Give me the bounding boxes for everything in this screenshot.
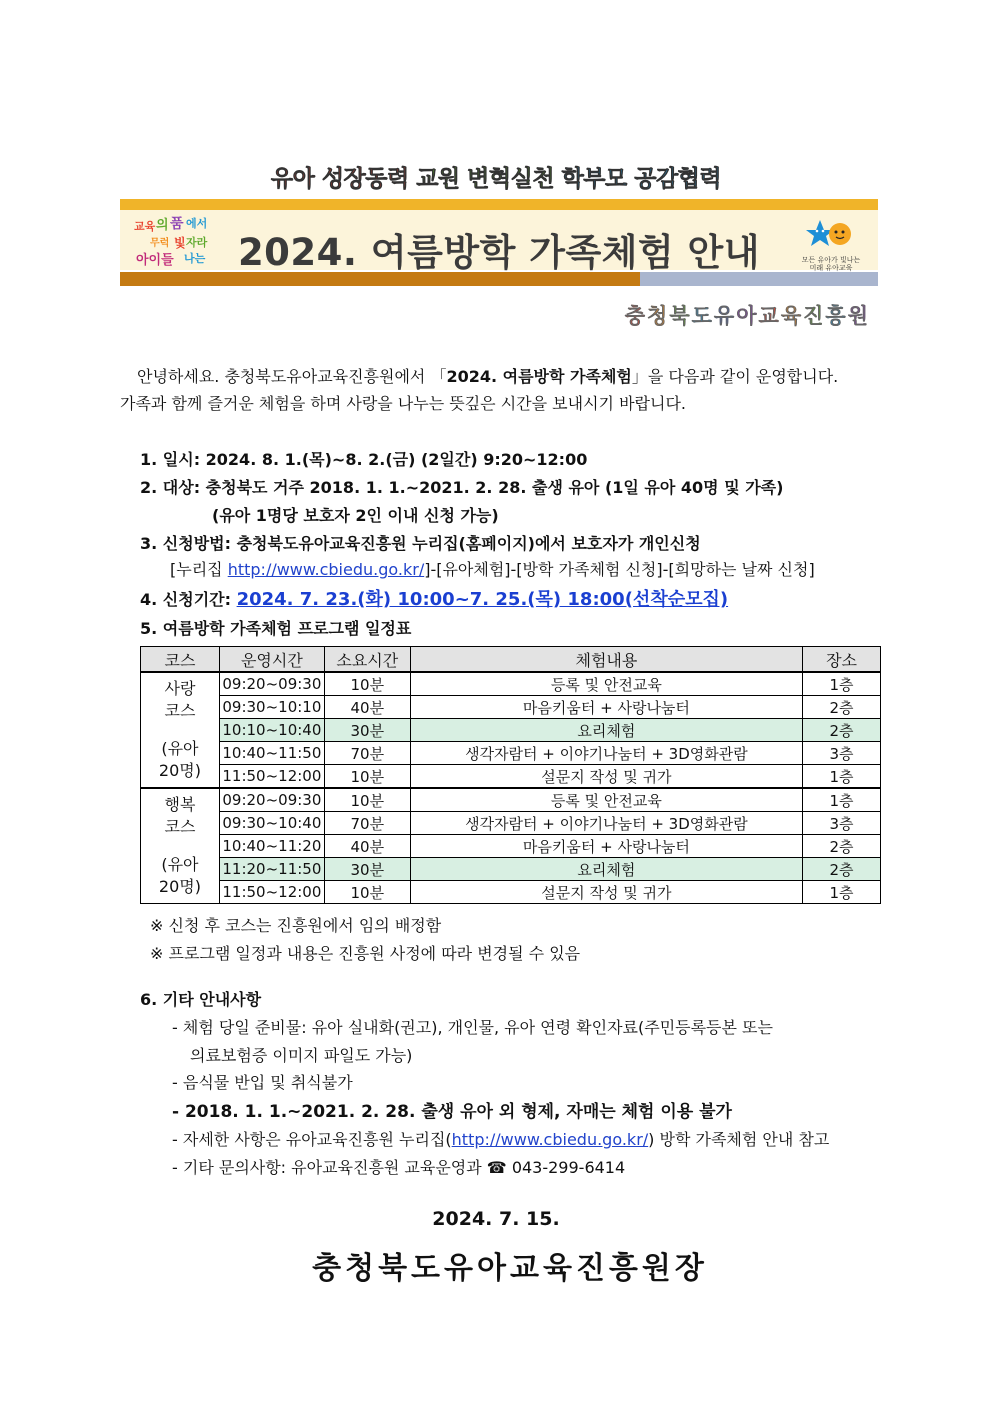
document-date: 2024. 7. 15. [432,1208,560,1230]
cell-duration: 70분 [324,742,410,765]
mascot-logo-caption [796,256,866,272]
cell-content: 마음키움터 + 사랑나눔터 [410,696,802,719]
cell-place: 2층 [803,719,881,742]
banner-top-bar [120,199,878,210]
cell-content: 등록 및 안전교육 [410,788,802,812]
header-place: 장소 [803,647,881,673]
cell-place: 1층 [803,788,881,812]
homepage-link[interactable]: http://www.cbiedu.go.kr/ [227,560,425,579]
course-love-line-1: 사랑 [164,679,196,698]
note-schedule-change: ※ 프로그램 일정과 내용은 진흥원 사정에 따라 변경될 수 있음 [150,944,581,963]
cell-time: 11:20~11:50 [219,858,324,881]
svg-text:무럭: 무럭 [150,238,170,249]
cell-place: 1층 [803,672,881,696]
item-apply-method-path [170,557,815,580]
cell-time: 10:10~10:40 [219,719,324,742]
course-love-line-2: 코스 [164,701,196,720]
organization-name-char: 도 [691,304,714,328]
cell-time: 09:20~09:30 [219,788,324,812]
cell-duration: 70분 [324,812,410,835]
etc-item-food: - 음식물 반입 및 취식불가 [172,1073,353,1092]
apply-period-label: 4. 신청기간: [140,590,237,609]
table-row [141,858,881,881]
organization-name-char: 원 [847,304,870,328]
cell-place: 1층 [803,765,881,789]
etc-title: 6. 기타 안내사항 [140,990,262,1009]
course-happy-line-4: 20명) [158,877,201,896]
cell-place: 3층 [803,812,881,835]
cell-place: 3층 [803,742,881,765]
note-course-assignment: ※ 신청 후 코스는 진흥원에서 임의 배정함 [150,916,442,935]
organization-name-char: 북 [669,304,692,328]
organization-name-char: 육 [780,304,804,328]
svg-text:에서: 에서 [186,217,208,230]
banner-title: 2024. 여름방학 가족체험 안내 [237,231,761,274]
intro-line-1-bold: 2024. 여름방학 가족체험 [446,367,632,386]
cell-content: 설문지 작성 및 귀가 [410,881,802,904]
cell-content: 등록 및 안전교육 [410,672,802,696]
slogan [0,160,992,193]
cell-time: 09:20~09:30 [219,672,324,696]
course-love [141,672,220,788]
organization-name-char: 충 [624,304,648,328]
table-row [141,765,881,789]
organization-name-char: 청 [647,304,670,328]
intro-line-1 [120,366,880,388]
table-row [141,835,881,858]
cell-content: 생각자람터 + 이야기나눔터 + 3D영화관람 [410,812,802,835]
details-pre: - 자세한 사항은 유아교육진흥원 누리집( [172,1130,452,1149]
cell-time: 09:30~10:10 [219,696,324,719]
table-row [141,788,881,812]
cell-content: 마음키움터 + 사랑나눔터 [410,835,802,858]
cell-place: 2층 [803,696,881,719]
svg-text:나는: 나는 [184,252,206,265]
organization-name-char: 아 [736,304,759,328]
apply-path-post: ]-[유아체험]-[방학 가족체험 신청]-[희망하는 날짜 신청] [424,560,815,579]
mascot-logo-caption-line-2: 미래 유아교육 [809,264,853,272]
organization-name-char: 교 [758,304,781,328]
mascot-logo-caption-line-1: 모든 유아가 빛나는 [801,256,861,264]
course-happy-line-3: (유아 [161,855,199,874]
cell-duration: 30분 [324,858,410,881]
item-apply-period [140,585,728,611]
item-schedule-date: 1. 일시: 2024. 8. 1.(목)~8. 2.(금) (2일간) 9:20~12:00 [140,450,588,469]
program-schedule-table [140,646,881,904]
table-row [141,812,881,835]
table-row [141,696,881,719]
cell-content: 요리체험 [410,858,802,881]
cell-content: 요리체험 [410,719,802,742]
cell-place: 2층 [803,858,881,881]
svg-text:품: 품 [170,216,184,232]
svg-text:아이들: 아이들 [136,253,174,268]
header-content: 체험내용 [410,647,802,673]
cell-duration: 30분 [324,719,410,742]
organization-name-char: 유 [713,304,737,328]
item-program-title: 5. 여름방학 가족체험 프로그램 일정표 [140,619,412,638]
organization-name [620,300,870,330]
cell-duration: 10분 [324,765,410,789]
table-row [141,719,881,742]
cell-time: 11:50~12:00 [219,881,324,904]
homepage-link-2[interactable]: http://www.cbiedu.go.kr/ [451,1130,649,1149]
etc-item-supplies-cont: 의료보험증 이미지 파일도 가능) [190,1046,413,1065]
organization-name-char: 흥 [825,304,848,328]
svg-text:의: 의 [156,218,169,233]
slogan-part-1: 유아 성장동력 [270,166,409,192]
item-target: 2. 대상: 충청북도 거주 2018. 1. 1.~2021. 2. 28. 출생 유아 (1일 유아 40명 및 가족) [140,478,784,497]
course-happy-line-1: 행복 [164,795,196,814]
etc-item-details [172,1127,829,1150]
header-time: 운영시간 [219,647,324,673]
table-header-row [141,647,881,673]
header-course: 코스 [141,647,220,673]
slogan-part-2: 교원 변혁실천 [416,166,555,192]
cell-duration: 40분 [324,696,410,719]
apply-path-pre: [누리집 [170,560,228,579]
item-apply-method: 3. 신청방법: 충청북도유아교육진흥원 누리집(홈페이지)에서 보호자가 개인신청 [140,534,701,553]
slogan-part-3: 학부모 공감협력 [561,166,722,192]
etc-item-contact: - 기타 문의사항: 유아교육진흥원 교육운영과 ☎ 043-299-6414 [172,1158,626,1177]
svg-text:교육: 교육 [134,220,156,233]
item-target-sub: (유아 1명당 보호자 2인 이내 신청 가능) [212,506,499,525]
table-row [141,742,881,765]
course-happy-line-2: 코스 [164,817,196,836]
table-row [141,881,881,904]
cell-duration: 10분 [324,881,410,904]
apply-period-value: 2024. 7. 23.(화) 10:00~7. 25.(목) 18:00(선착순모집) [236,589,729,610]
etc-item-supplies: - 체험 당일 준비물: 유아 실내화(권고), 개인물, 유아 연령 확인자료(주민등록등본 또는 [172,1018,773,1037]
cell-content: 설문지 작성 및 귀가 [410,765,802,789]
course-happy [141,788,220,904]
cell-duration: 10분 [324,788,410,812]
cell-time: 10:40~11:20 [219,835,324,858]
cell-content: 생각자람터 + 이야기나눔터 + 3D영화관람 [410,742,802,765]
intro-line-1-post: 」을 다음과 같이 운영합니다. [631,367,839,386]
svg-text:자라: 자라 [186,236,208,249]
document-signature: 충청북도유아교육진흥원장 [312,1251,708,1286]
etc-item-siblings: - 2018. 1. 1.~2021. 2. 28. 출생 유아 외 형제, 자매는 체험 이용 불가 [172,1102,732,1122]
cell-time: 11:50~12:00 [219,765,324,789]
cell-duration: 40분 [324,835,410,858]
cell-time: 09:30~10:40 [219,812,324,835]
course-love-line-4: 20명) [158,761,201,780]
table-row [141,672,881,696]
details-post: ) 방학 가족체험 안내 참고 [648,1130,830,1149]
cell-place: 1층 [803,881,881,904]
course-love-line-3: (유아 [161,739,199,758]
cell-time: 10:40~11:50 [219,742,324,765]
intro-line-1-pre: 안녕하세요. 충청북도유아교육진흥원에서 「 [137,367,447,386]
organization-name-char: 진 [803,304,826,328]
svg-text:빛: 빛 [174,236,186,250]
header-duration: 소요시간 [324,647,410,673]
cell-place: 2층 [803,835,881,858]
cell-duration: 10분 [324,672,410,696]
intro-line-2: 가족과 함께 즐거운 체험을 하며 사랑을 나누는 뜻깊은 시간을 보내시기 바랍니다. [120,394,686,413]
